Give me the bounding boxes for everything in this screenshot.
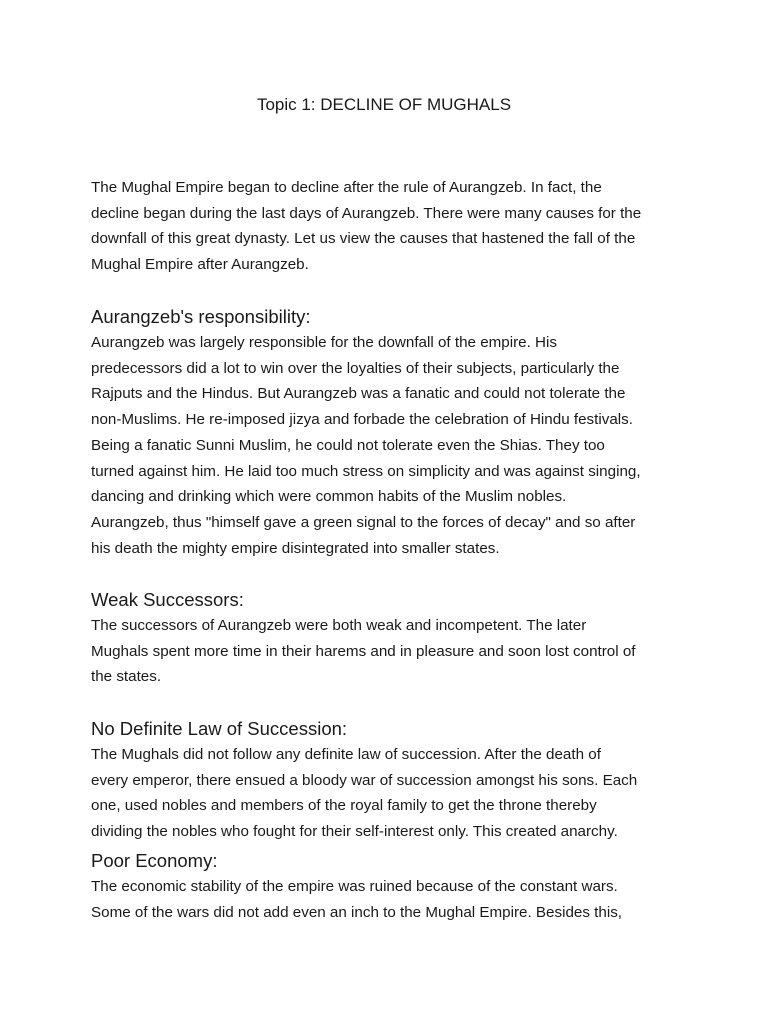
paragraph-line: every emperor, there ensued a bloody war of succession amongst his sons. Each — [91, 771, 638, 789]
paragraph-line: one, used nobles and members of the royal family to get the throne thereby — [91, 797, 597, 815]
paragraph-line: Rajputs and the Hindus. But Aurangzeb was a fanatic and could not tolerate the — [91, 385, 626, 403]
paragraph-line: Some of the wars did not add even an inch to the Mughal Empire. Besides this, — [91, 903, 623, 921]
section-aurangzeb-responsibility — [91, 304, 691, 561]
section-heading: Weak Successors: — [91, 589, 244, 610]
paragraph-line: Aurangzeb was largely responsible for the downfall of the empire. His — [91, 334, 557, 351]
paragraph-line: Mughal Empire after Aurangzeb. — [91, 256, 309, 274]
paragraph-line: downfall of this great dynasty. Let us view the causes that hastened the fall of the — [91, 230, 636, 248]
paragraph-line: predecessors did a lot to win over the loyalties of their subjects, particularly the — [91, 359, 620, 377]
section-heading: Aurangzeb's responsibility: — [91, 306, 311, 327]
paragraph-line: The Mughals did not follow any definite law of succession. After the death of — [91, 746, 601, 763]
paragraph-line: The successors of Aurangzeb were both weak and incompetent. The later — [91, 617, 587, 634]
paragraph-line: Aurangzeb, thus "himself gave a green signal to the forces of decay" and so after — [91, 513, 636, 531]
section-heading: No Definite Law of Succession: — [91, 718, 348, 739]
paragraph-line: turned against him. He laid too much stress on simplicity and was against singing, — [91, 462, 641, 480]
paragraph-line: his death the mighty empire disintegrated into smaller states. — [91, 539, 500, 557]
paragraph-line: decline began during the last days of Aurangzeb. There were many causes for the — [91, 204, 642, 222]
section-heading: Poor Economy: — [91, 850, 218, 871]
paragraph-line: Being a fanatic Sunni Muslim, he could not tolerate even the Shias. They too — [91, 436, 605, 454]
paragraph-line: non-Muslims. He re-imposed jizya and forbade the celebration of Hindu festivals. — [91, 411, 633, 429]
page-title: Topic 1: DECLINE OF MUGHALS — [256, 95, 512, 114]
paragraph-line: dividing the nobles who fought for their self-interest only. This created anarchy. — [91, 823, 618, 841]
section-no-definite-law — [91, 716, 691, 845]
section-weak-successors — [91, 587, 691, 690]
paragraph-line: dancing and drinking which were common habits of the Muslim nobles. — [91, 488, 567, 506]
intro-paragraph — [91, 175, 691, 278]
section-poor-economy — [91, 848, 691, 925]
paragraph-line: The Mughal Empire began to decline after the rule of Aurangzeb. In fact, the — [91, 179, 602, 196]
paragraph-line: the states. — [91, 668, 162, 686]
paragraph-line: The economic stability of the empire was ruined because of the constant wars. — [91, 878, 618, 895]
paragraph-line: Mughals spent more time in their harems and in pleasure and soon lost control of — [91, 642, 636, 660]
